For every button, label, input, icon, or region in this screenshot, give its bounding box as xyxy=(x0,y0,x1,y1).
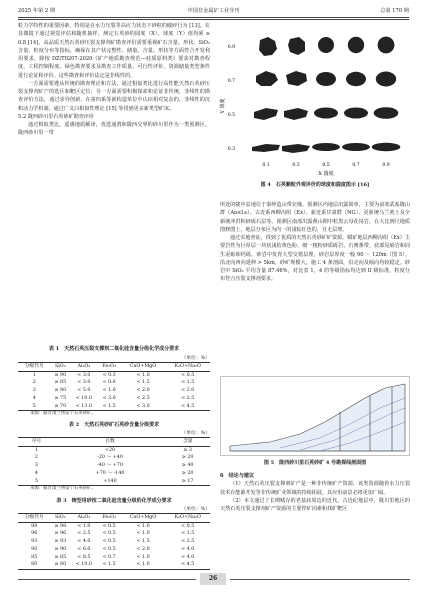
y-tick-label: 0.3 xyxy=(227,147,235,152)
table-header: 目数 xyxy=(55,438,165,447)
table3-caption: 表 3 铸型用砂按二氧化硅含量分级的化学成分要求 xyxy=(56,498,172,504)
table-cell: 5 xyxy=(18,403,50,411)
y-axis-label: Y 球度 xyxy=(220,98,226,114)
table-cell: < 1.0 xyxy=(136,531,150,537)
table-header: CaO+MgO xyxy=(121,514,166,523)
table-cell: < 0.5 xyxy=(102,546,116,552)
table3-unit: （单位：%） xyxy=(181,507,210,512)
table-cell: 98 xyxy=(31,523,38,529)
table-header: SiO₂ xyxy=(50,363,70,372)
table-cell: < 4.5 xyxy=(165,561,210,569)
table-cell: < 1.5 xyxy=(98,403,121,411)
table3 xyxy=(18,513,210,570)
x-tick-label: 0.3 xyxy=(292,163,300,168)
table-cell: < 0.3 xyxy=(102,372,116,378)
table-header: K₂O+Na₂O xyxy=(165,363,210,372)
grain-shape-figure xyxy=(218,26,412,186)
table-row xyxy=(18,546,210,554)
grain-particle xyxy=(259,37,277,56)
table-cell: < 13.0 xyxy=(70,403,97,411)
table-cell: < 3.0 xyxy=(77,372,91,378)
table-cell: < 2.0 xyxy=(136,388,150,394)
table-cell: ≥ 93 xyxy=(54,539,67,545)
issue-label: 2025 年第 2 期 xyxy=(18,8,56,14)
table-header: 序号 xyxy=(18,438,55,447)
table-cell: 4 xyxy=(34,470,38,476)
table2-unit: （单位：%） xyxy=(181,431,210,436)
table-cell: < 1.0 xyxy=(102,388,116,394)
table-cell: < 1.5 xyxy=(181,531,195,537)
table-cell: < 0.6 xyxy=(102,380,116,386)
table-header: Fe₂O₃ xyxy=(98,363,121,372)
grain-particle xyxy=(288,37,305,55)
conclusion-section xyxy=(220,472,410,513)
table-cell: < 2.5 xyxy=(136,395,150,401)
running-header xyxy=(18,7,409,17)
grain-particle xyxy=(376,72,396,87)
table-cell: < 0.5 xyxy=(102,531,116,537)
total-issue-label: 总第 170 期 xyxy=(380,8,409,14)
table2-note: 来源：据甘肃兰州安宁石英砂矿。 xyxy=(30,486,96,491)
grain-particle xyxy=(346,72,366,86)
grain-particle xyxy=(348,37,364,53)
table-cell: < 1.0 xyxy=(136,554,150,560)
table-cell: ≥ 85 xyxy=(54,554,67,560)
table-cell: +20 xyxy=(104,447,116,453)
x-tick-label: 0.7 xyxy=(352,163,360,168)
table-cell: ≥ 80 xyxy=(50,561,70,569)
table-cell: < 2.0 xyxy=(181,388,195,394)
table-cell: ≥ 3 xyxy=(183,447,192,453)
body-paragraph: 一方面需要遵从传统的勘查理论和方法，通过相似类比进行高性能天然石英砂压裂支撑剂矿产的选区和靶区定位；另一方面需要积极探索和论证非传统、非线性的勘查评价方法，通过求异创新，在第四系等新构造单位中认识相对复杂的、非线性的沉积动力学机制，通过广义白相似性理论 [15] 等找到更多新类型矿床。 xyxy=(18,80,210,112)
table-cell: ≥ 85 xyxy=(54,380,67,386)
table-cell: 2 xyxy=(32,380,36,386)
table-cell: 3 xyxy=(32,388,36,394)
table-cell: < 1.5 xyxy=(181,380,195,386)
table-cell: < 8.5 xyxy=(77,554,91,560)
table-cell: ≥ 75 xyxy=(54,395,67,401)
body-paragraph: （1）天然石英压裂支撑剂矿产是一种非传统矿产资源，该类资源随着水力压裂技术在能源开发等非传统矿业领域的持续拓展，其应用前景必将更加广阔。 xyxy=(220,481,410,496)
table-cell: ≥ 96 xyxy=(54,531,67,537)
grain-particle xyxy=(254,108,278,120)
table-header: Al₂O₃ xyxy=(70,514,97,523)
x-axis-label: X 圆度 xyxy=(318,171,334,177)
table-cell: < 1.5 xyxy=(98,561,121,569)
table-cell: ≥ 80 xyxy=(54,388,67,394)
table-header: 含量 xyxy=(165,438,210,447)
grain-particle xyxy=(282,144,310,153)
grain-particle xyxy=(374,107,399,119)
table-cell: +140 xyxy=(55,478,165,486)
table-cell: < 1.0 xyxy=(136,523,150,529)
table-cell: < 4.5 xyxy=(165,403,210,411)
table-cell: < 10.0 xyxy=(70,561,97,569)
table2-caption: 表 2 天然石英砂矿石英砂含量分级要求 xyxy=(68,422,160,428)
table-cell: 1 xyxy=(32,372,36,378)
table-cell: 80 xyxy=(18,561,50,569)
grain-particle xyxy=(252,144,280,152)
table-row xyxy=(18,530,210,538)
table-cell: < 6.0 xyxy=(77,546,91,552)
table-row xyxy=(18,561,210,569)
table-cell: 2 xyxy=(34,455,38,461)
table-header: Al₂O₃ xyxy=(70,363,97,372)
table-cell: < 10.0 xyxy=(75,395,92,401)
table-cell: < 2.5 xyxy=(181,539,195,545)
grain-particle xyxy=(256,71,278,86)
table1-note: 来源：据甘肃兰州安宁石英砂矿。 xyxy=(30,411,96,416)
table-row xyxy=(18,387,210,395)
table-cell: < 1.5 xyxy=(136,539,150,545)
table-cell: ≥ 90 xyxy=(54,372,67,378)
table-cell: < 3.0 xyxy=(121,403,166,411)
table-cell: < 3.0 xyxy=(77,380,91,386)
table-row xyxy=(18,554,210,562)
table-row xyxy=(18,395,210,403)
footer-rule-left xyxy=(18,579,196,580)
table-cell: 4 xyxy=(32,395,36,401)
header-rule-thin xyxy=(18,19,409,20)
table-cell: 3 xyxy=(34,463,38,469)
table2 xyxy=(18,437,210,486)
grain-particle xyxy=(316,72,336,86)
table1 xyxy=(18,362,210,411)
table-cell: ≥ 20 xyxy=(181,470,194,476)
table-cell: < 1.5 xyxy=(136,380,150,386)
table-cell: 90 xyxy=(31,546,38,552)
table-cell: ≥ 98 xyxy=(54,523,67,529)
grain-particle xyxy=(314,108,338,119)
table-header: 分级代号 xyxy=(18,363,50,372)
table-cell: < 1.0 xyxy=(77,523,91,529)
table-cell: < 2.5 xyxy=(77,531,91,537)
table-cell: ≥ 17 xyxy=(165,478,210,486)
table-row xyxy=(18,379,210,387)
table-cell: 93 xyxy=(31,539,38,545)
table-cell: < 1.0 xyxy=(136,372,150,378)
table-cell: ≥ 40 xyxy=(181,463,194,469)
figure5-caption: 图 5 陇西砂川里石英砂矿 4 号勘探线剖面图 xyxy=(263,460,367,466)
table-row xyxy=(18,446,210,454)
table-header: 分级代号 xyxy=(18,514,50,523)
table-header: SiO₂ xyxy=(50,514,70,523)
body-paragraph: 通过相似类比，遥感地质解译，优选通渭和陇西交界的砂川里作为一类预测区。陇西砂川里一带 xyxy=(18,122,210,137)
y-tick-label: 0.5 xyxy=(227,113,235,118)
table-cell: 5 xyxy=(18,478,55,486)
grain-particle xyxy=(344,108,368,119)
table-cell: < 2.5 xyxy=(181,395,195,401)
x-tick-label: 0.1 xyxy=(262,163,270,168)
table-cell: < 0.5 xyxy=(102,539,116,545)
section-heading: 6 结论与建议 xyxy=(220,473,255,479)
x-tick-label: 0.5 xyxy=(322,163,330,168)
figure4-caption: 图 4 石英颗粒外观评价的球度和圆度图示 [16] xyxy=(260,182,370,188)
section-heading: 5.2 陇西砂川里石英砂矿勘查评价 xyxy=(18,113,94,120)
table-row xyxy=(18,454,210,462)
body-paragraph: 所处的陇中盆地位于秦岭造山带北缘，预测区内地层出露简单，主要为前寒武系陇山群（An∈Ls）、古近系西柳沟组（Ex）、新近系甘肃群（NG）、更新统马兰黄土及全新统冲洪积砂砾石层等。预测区南部出露燕山期中粒黑云母花岗岩，在大比例尺地质图修图上，地层分布区为内一的浅棕红色的，且无层理。 xyxy=(220,202,410,233)
x-tick-label: 0.9 xyxy=(382,163,390,168)
table-cell: < 1.0 xyxy=(121,561,166,569)
journal-title: 中国非金属矿工业导刊 xyxy=(187,8,240,14)
table-cell: +70 ～ -140 xyxy=(95,470,125,476)
grain-particle xyxy=(286,71,307,86)
table-row xyxy=(18,462,210,470)
table1-unit: （单位：%） xyxy=(181,356,210,361)
left-column-text xyxy=(18,22,210,138)
y-tick-label: 0.9 xyxy=(227,45,235,50)
table-cell: -40 ～ +70 xyxy=(97,463,123,469)
table-header: Fe₂O₃ xyxy=(98,514,121,523)
table-cell: < 0.7 xyxy=(102,554,116,560)
table-cell: 1 xyxy=(34,447,38,453)
table-cell: -20 ～ +40 xyxy=(97,455,123,461)
grain-particle xyxy=(342,143,370,151)
table-cell: 85 xyxy=(31,554,38,560)
table-row xyxy=(18,470,210,478)
table-cell: < 4.0 xyxy=(77,539,91,545)
y-tick-label: 0.7 xyxy=(227,79,235,84)
table-cell: < 5.0 xyxy=(77,388,91,394)
table-cell: < 0.5 xyxy=(181,523,195,529)
grain-particle xyxy=(318,37,334,53)
grain-particle xyxy=(284,108,308,120)
right-column-text xyxy=(220,201,410,284)
table-header: K₂O+Na₂O xyxy=(165,514,210,523)
table-cell: < 0.5 xyxy=(181,372,195,378)
table-cell: 96 xyxy=(31,531,38,537)
table-row xyxy=(18,522,210,530)
table-cell: < 2.0 xyxy=(136,546,150,552)
grain-particle xyxy=(372,143,401,151)
table-header: CaO+MgO xyxy=(121,363,166,372)
page-number: 26 xyxy=(200,573,226,585)
grain-particle xyxy=(312,143,340,151)
table-cell: ≥ 20 xyxy=(181,455,194,461)
body-paragraph: 通过实地查证，找到了优质的天然石英砂矿矿资源。赋矿地层西柳沟组（Ex）主要岩性为巨厚层一块状浅桔黄色粉、细一粗粉砂质砾岩、石膏条带，底部见砾岩和同生泥砾和钙砾。砂岩中发育大型交错层理，砂岩层厚度一般 90 ～ 120m（图 5）。沿北向西向延伸 > 5km，砂矿规模大，施工 4 条剖面，沿走向及倾向均较稳定。砂岩中 SiO₂ 平均含量 87.46%，对比表 1，4 的等级指标均达到 II 级标准，粒度分布符合压裂支撑剂要求。 xyxy=(220,235,410,283)
table-cell: ≥ 70 xyxy=(50,403,70,411)
body-paragraph: 粒力学特性的重要因素，特别是在水力压裂等高应力状态下砂粒的破碎行为 [13]。在显微镜下通过视觉评估和随机抽样，测定石英砂的圆度（X）、球度（Y）值均须 ≥ 0.8 [14]。高品质天然石英砂压裂支撑剂矿勘查评价需要重视矿石含量、形状、SiO₂ 含量、粒度分布等指标，确保在其产状完整性、储量、含量、形状等方面符合开发利用要求，除按 DZ/T0207-2020《矿产地质勘查规范—硅质原料类》要求对勘查程度、工程控制程度、绿色勘查要求及勘查工作质量、可行性评价、资源储量类型条件进行论证和评价。这些勘查和评价法定是非线性的， xyxy=(18,23,210,79)
table-cell: < 4.0 xyxy=(181,554,195,560)
table-cell: < 4.0 xyxy=(181,546,195,552)
cross-section-figure xyxy=(220,376,410,456)
table1-caption: 表 1 天然石英压裂支撑剂二氧化硅含量分级化学成分要求 xyxy=(48,346,180,352)
footer-rule-right xyxy=(230,579,410,580)
body-paragraph: （2）本文通过了长期赋存的老基底周边的近代、古近纪地层中，陇川里地区的天然石英压裂支撑剂矿产资源的主要控矿因素和找矿靶区 xyxy=(220,497,410,512)
table-row xyxy=(18,538,210,546)
grain-particle xyxy=(378,37,395,54)
table-cell: < 0.5 xyxy=(102,523,116,529)
table-cell: < 3.0 xyxy=(102,395,116,401)
table-cell: ≥ 90 xyxy=(54,546,67,552)
table-row xyxy=(18,371,210,379)
